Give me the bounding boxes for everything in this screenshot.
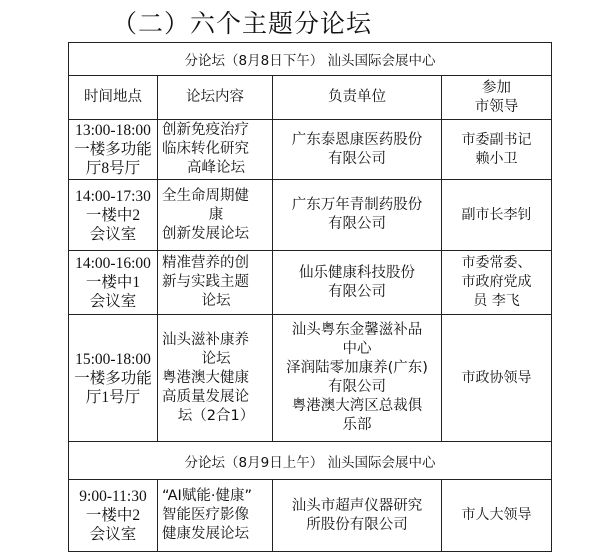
leader-line: 市政协领导 bbox=[461, 369, 532, 386]
topic-cell bbox=[158, 480, 273, 552]
unit-line: 有限公司 bbox=[328, 283, 386, 300]
column-header-row bbox=[69, 76, 552, 120]
page-heading: （二）六个主题分论坛 bbox=[112, 9, 373, 38]
time-line: 会议室 bbox=[89, 526, 137, 543]
time-line: 9:00-11:30 bbox=[79, 488, 147, 505]
unit-line: 广东泰恩康医药股份 bbox=[291, 131, 423, 148]
leader-cell bbox=[442, 315, 552, 442]
unit-line: 汕头市超声仪器研究 bbox=[291, 497, 423, 514]
topic-line: 健康发展论坛 bbox=[162, 526, 249, 542]
topic-line: 高峰论坛 bbox=[187, 160, 245, 176]
leader-line: 员 李飞 bbox=[473, 293, 520, 309]
unit-line: 粤港澳大湾区总裁俱 bbox=[291, 398, 423, 414]
unit-cell bbox=[273, 251, 442, 315]
table-row bbox=[69, 315, 552, 442]
unit-line: 广东万年青制药股份 bbox=[291, 197, 423, 213]
time-location-cell bbox=[69, 480, 158, 552]
time-line: 厅8号厅 bbox=[85, 160, 141, 177]
topic-line: 论坛 bbox=[201, 350, 231, 367]
table-row bbox=[69, 180, 552, 251]
time-location-cell bbox=[69, 180, 158, 251]
column-header-unit: 负责单位 bbox=[273, 76, 442, 120]
leader-line: 市委常委、 bbox=[461, 255, 532, 271]
forum-schedule-table bbox=[68, 42, 552, 552]
table-row bbox=[69, 251, 552, 315]
unit-cell bbox=[273, 180, 442, 251]
topic-line: 精准营养的创 bbox=[162, 255, 249, 271]
unit-line: 有限公司 bbox=[328, 379, 386, 395]
time-location-cell bbox=[69, 315, 158, 442]
time-line: 厅1号厅 bbox=[85, 388, 141, 406]
topic-line: 智能医疗影像 bbox=[162, 507, 249, 523]
topic-line: 高质量发展论 bbox=[162, 388, 249, 405]
time-location-cell bbox=[69, 251, 158, 315]
unit-line: 仙乐健康科技股份 bbox=[299, 264, 415, 281]
leader-cell bbox=[442, 480, 552, 552]
time-line: 会议室 bbox=[89, 225, 137, 243]
session-header-row bbox=[69, 43, 552, 76]
topic-line: 汕头滋补康养 bbox=[162, 331, 249, 348]
table-row bbox=[69, 480, 552, 552]
unit-cell bbox=[273, 315, 442, 442]
column-header-time: 时间地点 bbox=[69, 76, 158, 120]
time-line: 一楼中2 bbox=[85, 206, 141, 224]
time-line: 14:00-16:00 bbox=[75, 255, 151, 272]
unit-line: 泽润陆零加康养(广东) bbox=[286, 360, 428, 376]
session-header-row bbox=[69, 442, 552, 480]
time-line: 13:00-18:00 bbox=[75, 122, 151, 139]
unit-line: 乐部 bbox=[342, 417, 372, 433]
time-line: 一楼中1 bbox=[85, 274, 141, 291]
session-title: 分论坛（8月8日下午） 汕头国际会展中心 bbox=[69, 43, 552, 76]
leader-line: 副市长李钊 bbox=[461, 206, 532, 223]
leader-cell bbox=[442, 120, 552, 180]
topic-line: 创新免疫治疗 bbox=[162, 122, 249, 138]
topic-cell bbox=[158, 315, 273, 442]
unit-cell bbox=[273, 120, 442, 180]
time-line: 14:00-17:30 bbox=[75, 187, 151, 205]
topic-line: 论坛 bbox=[201, 293, 231, 309]
unit-line: 中心 bbox=[342, 341, 372, 357]
leader-line: 市委副书记 bbox=[461, 131, 532, 148]
unit-line: 汕头粤东金馨滋补品 bbox=[291, 322, 423, 338]
topic-cell bbox=[158, 180, 273, 251]
topic-line: “AI赋能·健康” bbox=[162, 488, 252, 504]
time-line: 15:00-18:00 bbox=[75, 350, 151, 368]
column-header-leader-line: 市领导 bbox=[474, 98, 519, 115]
leader-line: 市政府党成 bbox=[461, 274, 532, 290]
leader-line: 赖小卫 bbox=[475, 150, 518, 167]
time-line: 会议室 bbox=[89, 293, 137, 310]
topic-cell bbox=[158, 120, 273, 180]
topic-line: 临床转化研究 bbox=[162, 141, 249, 157]
topic-line: 创新发展论坛 bbox=[162, 225, 249, 242]
column-header-topic: 论坛内容 bbox=[158, 76, 273, 120]
unit-line: 有限公司 bbox=[328, 216, 386, 232]
column-header-leader-line: 参加 bbox=[482, 79, 512, 96]
session-title: 分论坛（8月9日上午） 汕头国际会展中心 bbox=[69, 442, 552, 480]
leader-cell bbox=[442, 251, 552, 315]
time-line: 一楼多功能 bbox=[74, 369, 152, 387]
topic-cell bbox=[158, 251, 273, 315]
unit-cell bbox=[273, 480, 442, 552]
topic-line: 全生命周期健 bbox=[162, 187, 249, 204]
topic-line: 康 bbox=[208, 206, 224, 223]
unit-line: 有限公司 bbox=[328, 150, 386, 167]
table-row bbox=[69, 120, 552, 180]
time-line: 一楼中2 bbox=[85, 507, 141, 524]
topic-line: 坛（2合1） bbox=[177, 407, 255, 424]
time-location-cell bbox=[69, 120, 158, 180]
topic-line: 新与实践主题 bbox=[162, 274, 249, 290]
time-line: 一楼多功能 bbox=[74, 141, 152, 158]
leader-line: 市人大领导 bbox=[461, 507, 532, 523]
leader-cell bbox=[442, 180, 552, 251]
topic-line: 粤港澳大健康 bbox=[162, 369, 249, 386]
column-header-leader bbox=[442, 76, 552, 120]
unit-line: 所股份有限公司 bbox=[306, 516, 408, 533]
